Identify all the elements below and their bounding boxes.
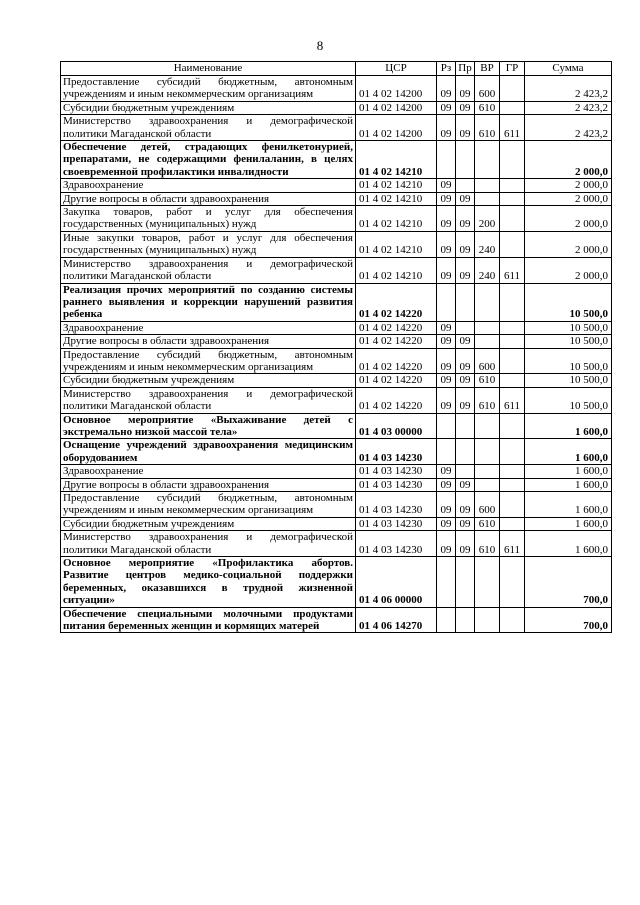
- cell-rz: 09: [437, 492, 456, 518]
- cell-name: Предоставление субсидий бюджетным, автономным учреждениям и иным некоммерческим организациям: [61, 492, 356, 518]
- table-row: [61, 478, 612, 491]
- cell-pr: [456, 141, 475, 179]
- cell-sum: 1 600,0: [525, 517, 612, 530]
- cell-csr: 01 4 03 00000: [356, 413, 437, 439]
- cell-name: Министерство здравоохранения и демографической политики Магаданской области: [61, 387, 356, 413]
- cell-sum: 1 600,0: [525, 439, 612, 465]
- cell-csr: 01 4 02 14210: [356, 206, 437, 232]
- cell-pr: 09: [456, 492, 475, 518]
- cell-gr: [500, 192, 525, 205]
- table-row: [61, 257, 612, 283]
- cell-sum: 2 423,2: [525, 76, 612, 102]
- table-row: [61, 101, 612, 114]
- cell-vr: 600: [475, 492, 500, 518]
- header-name: Наименование: [61, 62, 356, 76]
- cell-vr: 240: [475, 257, 500, 283]
- cell-sum: 10 500,0: [525, 374, 612, 387]
- cell-rz: 09: [437, 101, 456, 114]
- cell-name: Субсидии бюджетным учреждениям: [61, 374, 356, 387]
- cell-pr: 09: [456, 517, 475, 530]
- header-vr: ВР: [475, 62, 500, 76]
- cell-pr: 09: [456, 335, 475, 348]
- cell-gr: 611: [500, 257, 525, 283]
- cell-csr: 01 4 03 14230: [356, 492, 437, 518]
- cell-pr: 09: [456, 257, 475, 283]
- cell-gr: [500, 141, 525, 179]
- table-row: [61, 115, 612, 141]
- cell-name: Основное мероприятие «Профилактика абортов. Развитие центров медико-социальной поддержки беременных, оказавшихся в трудной жизненной ситуации»: [61, 557, 356, 608]
- cell-vr: 240: [475, 231, 500, 257]
- header-csr: ЦСР: [356, 62, 437, 76]
- cell-pr: [456, 413, 475, 439]
- cell-sum: 10 500,0: [525, 348, 612, 374]
- cell-name: Министерство здравоохранения и демографической политики Магаданской области: [61, 257, 356, 283]
- cell-name: Иные закупки товаров, работ и услуг для обеспечения государственных (муниципальных) нужд: [61, 231, 356, 257]
- cell-gr: [500, 335, 525, 348]
- cell-vr: [475, 321, 500, 334]
- cell-sum: 1 600,0: [525, 531, 612, 557]
- cell-sum: 1 600,0: [525, 492, 612, 518]
- cell-gr: [500, 465, 525, 478]
- cell-sum: 10 500,0: [525, 283, 612, 321]
- cell-gr: [500, 179, 525, 192]
- cell-sum: 700,0: [525, 607, 612, 633]
- table-row: [61, 413, 612, 439]
- table-header-row: [61, 62, 612, 76]
- cell-csr: 01 4 06 00000: [356, 557, 437, 608]
- table-row: [61, 374, 612, 387]
- cell-gr: [500, 283, 525, 321]
- cell-name: Здравоохранение: [61, 465, 356, 478]
- cell-vr: 200: [475, 206, 500, 232]
- cell-sum: 1 600,0: [525, 413, 612, 439]
- cell-gr: [500, 492, 525, 518]
- cell-gr: 611: [500, 387, 525, 413]
- header-sum: Сумма: [525, 62, 612, 76]
- cell-sum: 1 600,0: [525, 478, 612, 491]
- cell-gr: 611: [500, 115, 525, 141]
- cell-rz: [437, 607, 456, 633]
- table-row: [61, 607, 612, 633]
- cell-csr: 01 4 02 14220: [356, 335, 437, 348]
- cell-vr: [475, 179, 500, 192]
- cell-pr: 09: [456, 206, 475, 232]
- cell-csr: 01 4 03 14230: [356, 517, 437, 530]
- cell-vr: 610: [475, 374, 500, 387]
- cell-rz: 09: [437, 257, 456, 283]
- cell-name: Здравоохранение: [61, 179, 356, 192]
- cell-csr: 01 4 02 14210: [356, 231, 437, 257]
- cell-name: Другие вопросы в области здравоохранения: [61, 478, 356, 491]
- cell-name: Обеспечение специальными молочными продуктами питания беременных женщин и кормящих матерей: [61, 607, 356, 633]
- cell-name: Предоставление субсидий бюджетным, автономным учреждениям и иным некоммерческим организациям: [61, 348, 356, 374]
- cell-gr: 611: [500, 531, 525, 557]
- cell-csr: 01 4 02 14210: [356, 141, 437, 179]
- cell-csr: 01 4 06 14270: [356, 607, 437, 633]
- table-row: [61, 179, 612, 192]
- cell-csr: 01 4 03 14230: [356, 531, 437, 557]
- cell-gr: [500, 348, 525, 374]
- table-row: [61, 439, 612, 465]
- cell-vr: [475, 465, 500, 478]
- cell-vr: [475, 478, 500, 491]
- cell-rz: [437, 141, 456, 179]
- cell-pr: [456, 179, 475, 192]
- cell-sum: 2 423,2: [525, 115, 612, 141]
- cell-name: Другие вопросы в области здравоохранения: [61, 335, 356, 348]
- header-pr: Пр: [456, 62, 475, 76]
- cell-pr: 09: [456, 387, 475, 413]
- table-row: [61, 335, 612, 348]
- cell-vr: [475, 557, 500, 608]
- cell-gr: [500, 439, 525, 465]
- cell-sum: 2 000,0: [525, 141, 612, 179]
- cell-rz: 09: [437, 478, 456, 491]
- cell-pr: 09: [456, 101, 475, 114]
- cell-gr: [500, 517, 525, 530]
- cell-pr: 09: [456, 192, 475, 205]
- cell-vr: 600: [475, 348, 500, 374]
- cell-sum: 10 500,0: [525, 335, 612, 348]
- cell-rz: 09: [437, 517, 456, 530]
- cell-rz: 09: [437, 335, 456, 348]
- cell-rz: 09: [437, 76, 456, 102]
- cell-csr: 01 4 03 14230: [356, 439, 437, 465]
- cell-rz: 09: [437, 531, 456, 557]
- cell-csr: 01 4 03 14230: [356, 478, 437, 491]
- cell-sum: 2 000,0: [525, 192, 612, 205]
- cell-csr: 01 4 02 14210: [356, 257, 437, 283]
- cell-csr: 01 4 02 14200: [356, 76, 437, 102]
- table-row: [61, 76, 612, 102]
- cell-vr: 600: [475, 76, 500, 102]
- cell-name: Здравоохранение: [61, 321, 356, 334]
- cell-csr: 01 4 03 14230: [356, 465, 437, 478]
- cell-pr: 09: [456, 76, 475, 102]
- cell-vr: [475, 413, 500, 439]
- cell-vr: [475, 335, 500, 348]
- cell-pr: 09: [456, 478, 475, 491]
- cell-pr: [456, 283, 475, 321]
- cell-rz: [437, 283, 456, 321]
- cell-rz: [437, 439, 456, 465]
- cell-sum: 700,0: [525, 557, 612, 608]
- table-row: [61, 348, 612, 374]
- cell-vr: [475, 141, 500, 179]
- cell-rz: 09: [437, 231, 456, 257]
- table-row: [61, 283, 612, 321]
- cell-vr: 610: [475, 101, 500, 114]
- cell-name: Предоставление субсидий бюджетным, автономным учреждениям и иным некоммерческим организациям: [61, 76, 356, 102]
- header-gr: ГР: [500, 62, 525, 76]
- cell-vr: 610: [475, 387, 500, 413]
- cell-rz: 09: [437, 206, 456, 232]
- cell-sum: 1 600,0: [525, 465, 612, 478]
- table-row: [61, 465, 612, 478]
- table-row: [61, 231, 612, 257]
- cell-gr: [500, 101, 525, 114]
- cell-csr: 01 4 02 14220: [356, 374, 437, 387]
- cell-csr: 01 4 02 14200: [356, 115, 437, 141]
- table-row: [61, 387, 612, 413]
- cell-name: Реализация прочих мероприятий по созданию системы раннего выявления и коррекции нарушений развития ребенка: [61, 283, 356, 321]
- cell-gr: [500, 374, 525, 387]
- cell-sum: 2 000,0: [525, 206, 612, 232]
- cell-pr: [456, 557, 475, 608]
- cell-pr: [456, 465, 475, 478]
- cell-pr: 09: [456, 374, 475, 387]
- cell-csr: 01 4 02 14200: [356, 101, 437, 114]
- cell-rz: 09: [437, 192, 456, 205]
- cell-vr: [475, 439, 500, 465]
- cell-vr: 610: [475, 115, 500, 141]
- cell-gr: [500, 231, 525, 257]
- cell-vr: [475, 192, 500, 205]
- cell-name: Другие вопросы в области здравоохранения: [61, 192, 356, 205]
- cell-vr: [475, 607, 500, 633]
- cell-sum: 10 500,0: [525, 321, 612, 334]
- cell-gr: [500, 607, 525, 633]
- table-row: [61, 321, 612, 334]
- cell-pr: [456, 439, 475, 465]
- cell-pr: [456, 321, 475, 334]
- cell-name: Основное мероприятие «Выхаживание детей с экстремально низкой массой тела»: [61, 413, 356, 439]
- cell-pr: 09: [456, 531, 475, 557]
- cell-name: Министерство здравоохранения и демографической политики Магаданской области: [61, 115, 356, 141]
- cell-rz: 09: [437, 179, 456, 192]
- cell-gr: [500, 557, 525, 608]
- cell-gr: [500, 76, 525, 102]
- cell-csr: 01 4 02 14210: [356, 192, 437, 205]
- cell-csr: 01 4 02 14220: [356, 348, 437, 374]
- cell-vr: [475, 283, 500, 321]
- cell-gr: [500, 206, 525, 232]
- cell-rz: [437, 413, 456, 439]
- cell-rz: 09: [437, 321, 456, 334]
- cell-rz: 09: [437, 115, 456, 141]
- cell-rz: 09: [437, 387, 456, 413]
- table-body: [61, 76, 612, 633]
- cell-pr: [456, 607, 475, 633]
- cell-name: Субсидии бюджетным учреждениям: [61, 517, 356, 530]
- cell-csr: 01 4 02 14210: [356, 179, 437, 192]
- cell-csr: 01 4 02 14220: [356, 387, 437, 413]
- cell-csr: 01 4 02 14220: [356, 283, 437, 321]
- cell-name: Обеспечение детей, страдающих фенилкетонурией, препаратами, не содержащими фенилаланин, в целях своевременной профилактики инвалидности: [61, 141, 356, 179]
- cell-sum: 2 000,0: [525, 231, 612, 257]
- cell-pr: 09: [456, 115, 475, 141]
- cell-vr: 610: [475, 517, 500, 530]
- cell-sum: 2 423,2: [525, 101, 612, 114]
- table-row: [61, 192, 612, 205]
- cell-gr: [500, 478, 525, 491]
- cell-name: Субсидии бюджетным учреждениям: [61, 101, 356, 114]
- cell-sum: 10 500,0: [525, 387, 612, 413]
- cell-pr: 09: [456, 231, 475, 257]
- cell-rz: 09: [437, 374, 456, 387]
- table-row: [61, 557, 612, 608]
- header-rz: Рз: [437, 62, 456, 76]
- cell-rz: [437, 557, 456, 608]
- cell-pr: 09: [456, 348, 475, 374]
- cell-name: Министерство здравоохранения и демографической политики Магаданской области: [61, 531, 356, 557]
- cell-sum: 2 000,0: [525, 179, 612, 192]
- table-row: [61, 141, 612, 179]
- cell-rz: 09: [437, 465, 456, 478]
- page-number: 8: [316, 38, 324, 53]
- budget-table: [60, 61, 612, 633]
- table-row: [61, 531, 612, 557]
- cell-vr: 610: [475, 531, 500, 557]
- cell-csr: 01 4 02 14220: [356, 321, 437, 334]
- cell-name: Оснащение учреждений здравоохранения медицинским оборудованием: [61, 439, 356, 465]
- cell-sum: 2 000,0: [525, 257, 612, 283]
- cell-name: Закупка товаров, работ и услуг для обеспечения государственных (муниципальных) нужд: [61, 206, 356, 232]
- table-row: [61, 492, 612, 518]
- table-row: [61, 517, 612, 530]
- table-row: [61, 206, 612, 232]
- cell-rz: 09: [437, 348, 456, 374]
- cell-gr: [500, 321, 525, 334]
- cell-gr: [500, 413, 525, 439]
